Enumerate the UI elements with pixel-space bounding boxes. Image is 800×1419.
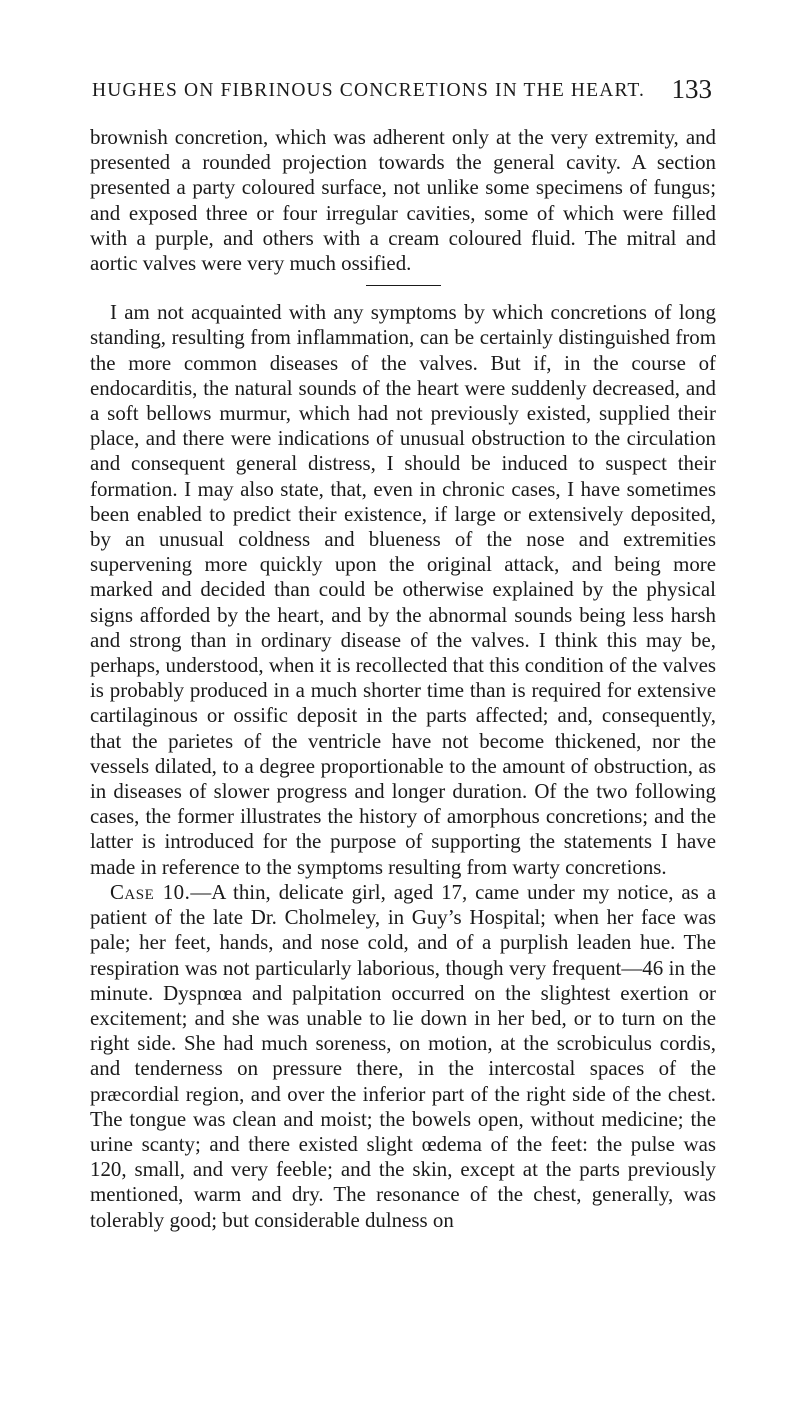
case-text: —A thin, delicate girl, aged 17, came under my notice, as a patient of the late Dr. Cholmeley, in Guy’s Hospital; when her face was pale; her feet, hands, and nose cold, and of a purplish leaden hue. The respiration was not particularly laborious, though very frequent—46 in the minute. Dyspnœa and palpitation occurred on the slightest exertion or excitement; and she was unable to lie down in her bed, or to turn on the right side. She had much soreness, on motion, at the scrobiculus cordis, and tenderness on pressure there, in the intercostal spaces of the præcordial region, and over the inferior part of the right side of the chest. The tongue was clean and moist; the bowels open, without medicine; the urine scanty; and there existed slight œdema of the feet: the pulse was 120, small, and very feeble; and the skin, except at the parts previously mentioned, warm and dry. The resonance of the chest, generally, was tolerably good; but considerable dulness on (90, 879, 716, 1232)
body-text (90, 125, 716, 1233)
case-label: Case 10. (110, 879, 191, 904)
running-title: HUGHES ON FIBRINOUS CONCRETIONS IN THE HEART. (92, 80, 646, 101)
paragraph-symptoms: I am not acquainted with any symptoms by which concretions of long standing, resulting from inflammation, can be certainly distinguished from the more common diseases of the valves. But if, in the course of endocarditis, the natural sounds of the heart were suddenly decreased, and a soft bellows murmur, which had not previously existed, supplied their place, and there were indications of unusual obstruction to the circulation and consequent general distress, I should be induced to suspect their formation. I may also state, that, even in chronic cases, I have sometimes been enabled to predict their existence, if large or extensively deposited, by an unusual coldness and blueness of the nose and extremities supervening more quickly upon the original attack, and being more marked and decided than could be otherwise explained by the physical signs afforded by the heart, and by the abnormal sounds being less harsh and strong than in ordinary disease of the valves. I think this may be, perhaps, understood, when it is recollected that this condition of the valves is probably produced in a much shorter time than is required for extensive cartilaginous or ossific deposit in the parts affected; and, consequently, that the parietes of the ventricle have not become thickened, nor the vessels dilated, to a degree proportionable to the amount of obstruction, as in diseases of slower progress and longer duration. Of the two following cases, the former illustrates the history of amorphous concretions; and the latter is introduced for the purpose of supporting the statements I have made in reference to the symptoms resulting from warty concretions. (90, 300, 716, 879)
page-number: 133 (671, 74, 712, 104)
paragraph-continuation: brownish concretion, which was adherent only at the very extremity, and presented a rounded projection towards the general cavity. A section presented a party coloured surface, not unlike some specimens of fungus; and exposed three or four irregular cavities, some of which were filled with a purple, and others with a cream coloured fluid. The mitral and aortic valves were very much ossified. (90, 125, 716, 276)
section-divider (366, 285, 441, 286)
running-header (92, 74, 712, 108)
paragraph-case-10 (90, 880, 716, 1233)
